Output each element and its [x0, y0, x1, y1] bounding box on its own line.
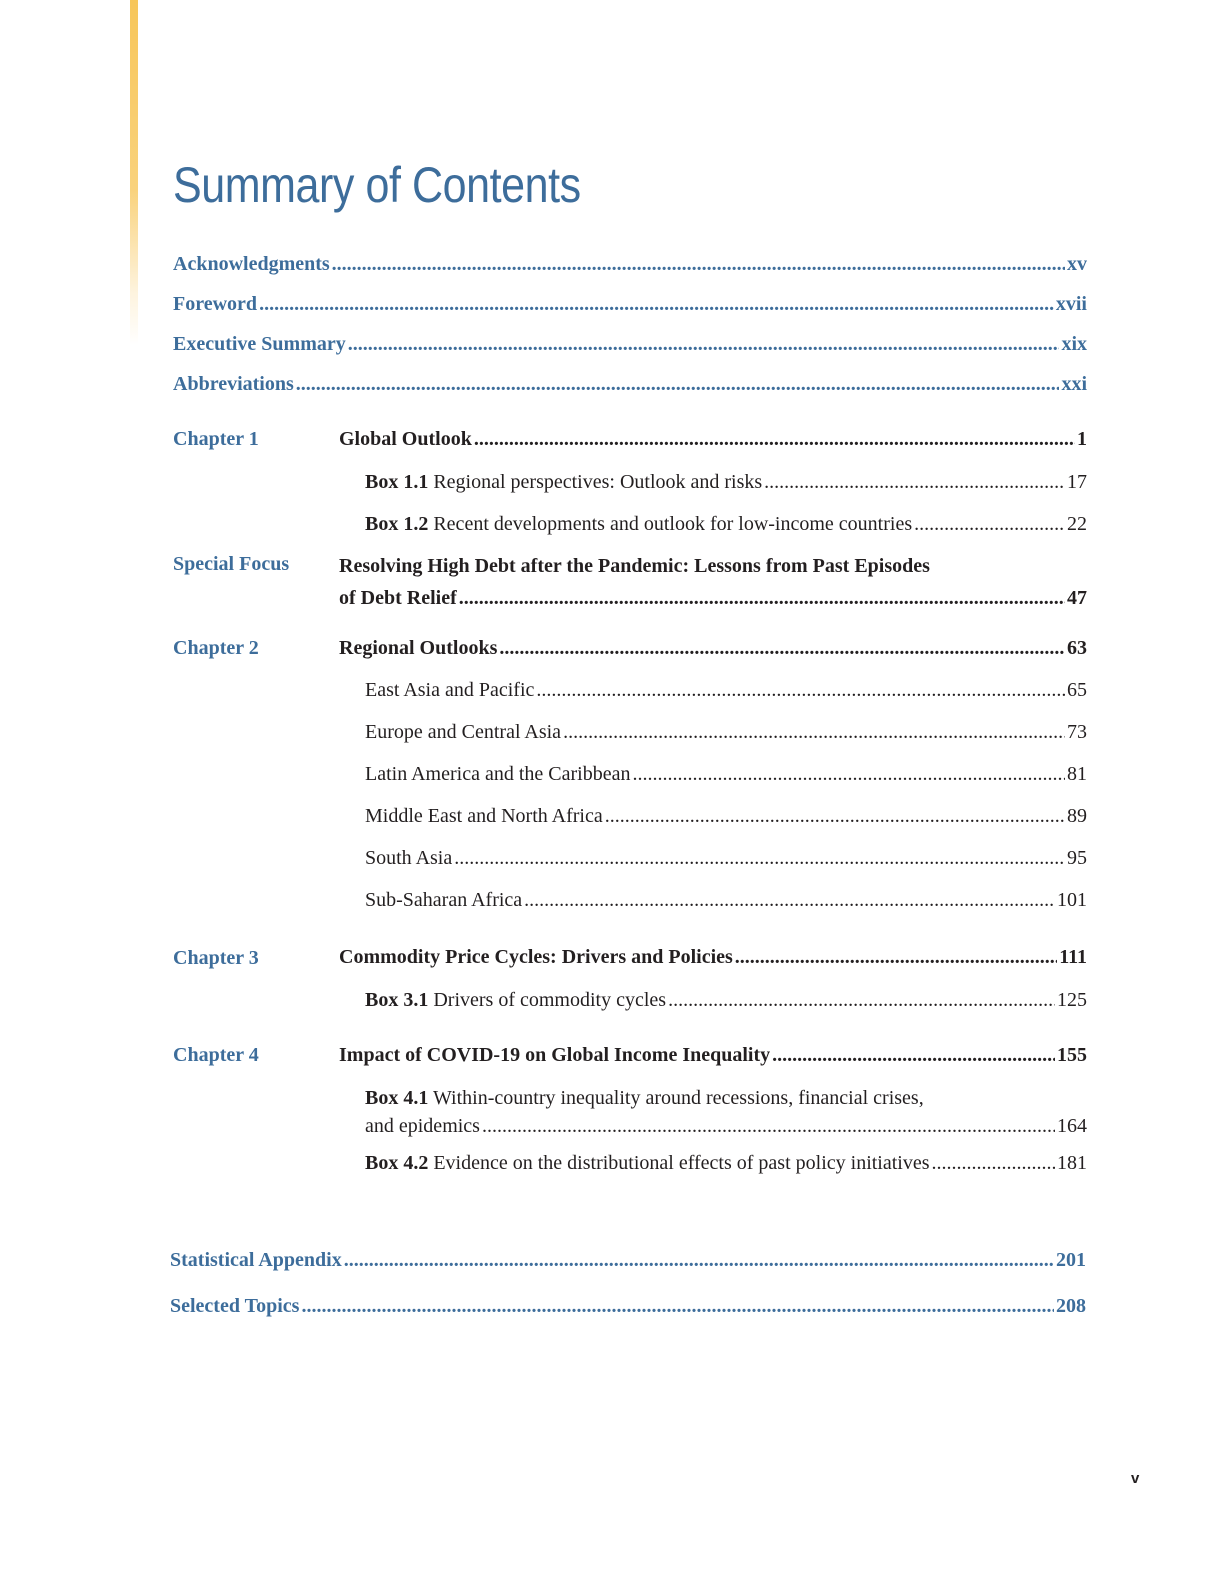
chapter-4-label: Chapter 4 — [173, 1044, 259, 1066]
toc-entry-foreword[interactable] — [173, 293, 1087, 316]
box-number: Box 4.1 — [365, 1087, 429, 1109]
dot-leader — [914, 513, 1065, 536]
toc-entry-commodity-price-cycles[interactable] — [339, 946, 1087, 969]
toc-entry-page: 164 — [1057, 1115, 1087, 1137]
dot-leader — [499, 637, 1065, 660]
toc-entry-page: xvii — [1055, 293, 1087, 315]
toc-entry-label: Latin America and the Caribbean — [365, 763, 631, 785]
dot-leader — [524, 889, 1055, 912]
toc-entry-label — [365, 1152, 930, 1175]
toc-entry-page: 208 — [1056, 1295, 1086, 1317]
toc-entry-page: 73 — [1067, 721, 1087, 743]
dot-leader — [932, 1152, 1055, 1175]
toc-entry-page: 81 — [1067, 763, 1087, 785]
toc-entry-abbreviations[interactable] — [173, 373, 1087, 396]
toc-entry-label: Impact of COVID-19 on Global Income Inequality — [339, 1044, 771, 1066]
toc-entry-east-asia-pacific[interactable] — [365, 679, 1087, 702]
dot-leader — [482, 1115, 1055, 1138]
special-focus-label: Special Focus — [173, 553, 290, 575]
toc-entry-page: 155 — [1057, 1044, 1087, 1066]
toc-entry-box-3-1[interactable] — [365, 989, 1087, 1012]
accent-bar — [130, 0, 138, 345]
toc-entry-label — [365, 513, 912, 536]
dot-leader — [563, 721, 1065, 744]
dot-leader — [536, 679, 1065, 702]
chapter-3-label: Chapter 3 — [173, 947, 259, 969]
toc-entry-global-outlook[interactable] — [339, 428, 1087, 451]
toc-entry-special-focus[interactable] — [339, 587, 1087, 610]
toc-entry-label: Acknowledgments — [173, 253, 330, 275]
toc-entry-label: Executive Summary — [173, 333, 346, 355]
toc-entry-page: 101 — [1057, 889, 1087, 911]
toc-entry-box-1-1[interactable] — [365, 471, 1087, 494]
toc-entry-executive-summary[interactable] — [173, 333, 1087, 356]
box-title: Regional perspectives: Outlook and risks — [433, 471, 763, 493]
toc-entry-page: 1 — [1077, 428, 1087, 450]
dot-leader — [259, 293, 1054, 316]
dot-leader — [735, 946, 1057, 969]
toc-entry-covid-inequality[interactable] — [339, 1044, 1087, 1067]
box-number: Box 4.2 — [365, 1152, 429, 1174]
dot-leader — [348, 333, 1060, 356]
page-title: Summary of Contents — [173, 157, 581, 213]
dot-leader — [454, 847, 1065, 870]
dot-leader — [301, 1295, 1054, 1318]
toc-entry-page: 47 — [1067, 587, 1087, 609]
special-focus-title-line1[interactable]: Resolving High Debt after the Pandemic: Lessons from Past Episodes — [339, 555, 930, 577]
dot-leader — [459, 587, 1065, 610]
toc-entry-box-4-2[interactable] — [365, 1152, 1087, 1175]
toc-entry-label: Abbreviations — [173, 373, 294, 395]
toc-entry-label: Sub-Saharan Africa — [365, 889, 523, 911]
dot-leader — [668, 989, 1055, 1012]
toc-entry-latin-america-caribbean[interactable] — [365, 763, 1087, 786]
toc-entry-page: 95 — [1067, 847, 1087, 869]
dot-leader — [605, 805, 1065, 828]
toc-entry-box-1-2[interactable] — [365, 513, 1087, 536]
toc-entry-label: East Asia and Pacific — [365, 679, 535, 701]
toc-entry-page: 125 — [1057, 989, 1087, 1011]
toc-entry-label: Global Outlook — [339, 428, 472, 450]
dot-leader — [474, 428, 1075, 451]
dot-leader — [764, 471, 1065, 494]
box-title: Drivers of commodity cycles — [433, 989, 667, 1011]
toc-entry-page: 65 — [1067, 679, 1087, 701]
toc-entry-regional-outlooks[interactable] — [339, 637, 1087, 660]
toc-entry-label — [365, 471, 762, 494]
chapter-2-label: Chapter 2 — [173, 637, 259, 659]
toc-entry-label: Middle East and North Africa — [365, 805, 603, 827]
box-title: Recent developments and outlook for low-income countries — [433, 513, 913, 535]
toc-entry-label: Europe and Central Asia — [365, 721, 562, 743]
toc-entry-label: of Debt Relief — [339, 587, 457, 609]
toc-entry-page: 63 — [1067, 637, 1087, 659]
dot-leader — [344, 1249, 1054, 1272]
box-number: Box 3.1 — [365, 989, 429, 1011]
toc-entry-page: 17 — [1067, 471, 1087, 493]
chapter-1-label: Chapter 1 — [173, 428, 259, 450]
toc-entry-acknowledgments[interactable] — [173, 253, 1087, 276]
toc-entry-page: 111 — [1059, 946, 1087, 968]
page-number: v — [1131, 1470, 1140, 1487]
toc-entry-statistical-appendix[interactable] — [170, 1249, 1086, 1272]
toc-entry-page: 89 — [1067, 805, 1087, 827]
toc-entry-sub-saharan-africa[interactable] — [365, 889, 1087, 912]
toc-entry-south-asia[interactable] — [365, 847, 1087, 870]
toc-entry-label — [365, 989, 666, 1012]
dot-leader — [632, 763, 1065, 786]
dot-leader — [332, 253, 1065, 276]
toc-entry-middle-east-north-africa[interactable] — [365, 805, 1087, 828]
toc-entry-label: South Asia — [365, 847, 453, 869]
toc-entry-page: 201 — [1056, 1249, 1086, 1271]
toc-entry-label: and epidemics — [365, 1115, 480, 1137]
box-4-1-title-line1[interactable] — [365, 1087, 924, 1110]
toc-entry-label: Foreword — [173, 293, 258, 315]
toc-entry-europe-central-asia[interactable] — [365, 721, 1087, 744]
toc-entry-page: xxi — [1061, 373, 1087, 395]
toc-entry-label: Selected Topics — [170, 1295, 300, 1317]
toc-entry-page: 22 — [1067, 513, 1087, 535]
toc-entry-label: Regional Outlooks — [339, 637, 498, 659]
toc-entry-selected-topics[interactable] — [170, 1295, 1086, 1318]
toc-entry-page: xv — [1067, 253, 1087, 275]
toc-entry-label: Commodity Price Cycles: Drivers and Policies — [339, 946, 733, 968]
dot-leader — [296, 373, 1060, 396]
box-number: Box 1.1 — [365, 471, 429, 493]
box-title: Within-country inequality around recessions, financial crises, — [432, 1087, 924, 1109]
dot-leader — [772, 1044, 1055, 1067]
toc-entry-label: Statistical Appendix — [170, 1249, 342, 1271]
toc-entry-page: xix — [1061, 333, 1087, 355]
toc-entry-page: 181 — [1057, 1152, 1087, 1174]
box-number: Box 1.2 — [365, 513, 429, 535]
box-title: Evidence on the distributional effects of past policy initiatives — [433, 1152, 930, 1174]
toc-entry-box-4-1[interactable] — [365, 1115, 1087, 1138]
